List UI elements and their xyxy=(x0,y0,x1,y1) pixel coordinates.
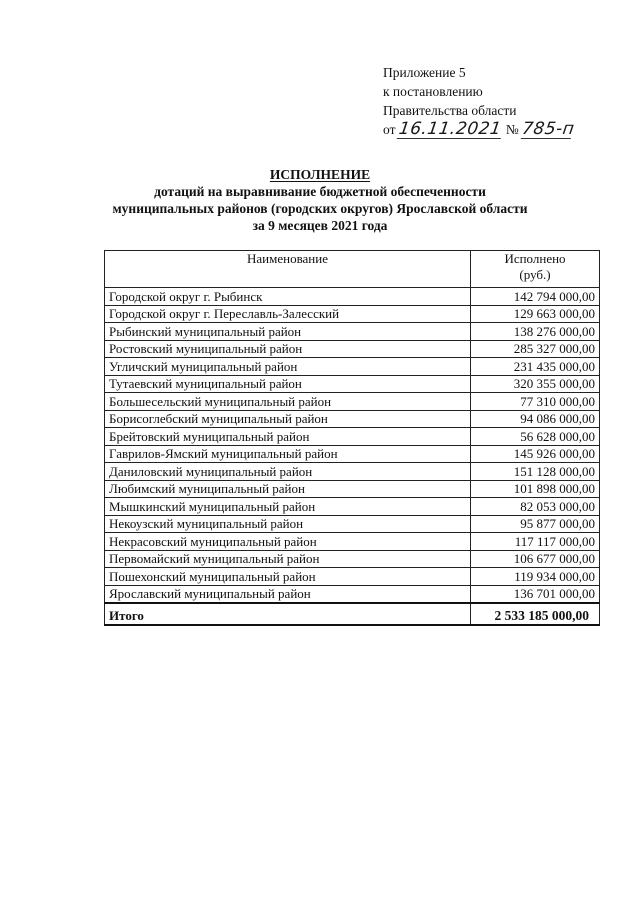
appendix-date-line xyxy=(383,119,576,139)
row-value: 129 663 000,00 xyxy=(471,305,600,323)
document-title xyxy=(90,166,550,234)
title-line-4: за 9 месяцев 2021 года xyxy=(252,218,388,233)
table-row xyxy=(105,375,600,393)
row-value: 136 701 000,00 xyxy=(471,585,600,603)
table-total-row xyxy=(105,603,600,625)
table-row xyxy=(105,568,600,586)
row-name: Ярославский муниципальный район xyxy=(105,585,471,603)
execution-table xyxy=(104,250,600,626)
total-label: Итого xyxy=(105,603,471,625)
handwritten-number: 785-п xyxy=(520,119,576,139)
table-row xyxy=(105,428,600,446)
row-name: Рыбинский муниципальный район xyxy=(105,323,471,341)
row-value: 106 677 000,00 xyxy=(471,550,600,568)
row-name: Гаврилов-Ямский муниципальный район xyxy=(105,445,471,463)
table-row xyxy=(105,410,600,428)
table-row xyxy=(105,445,600,463)
row-value: 320 355 000,00 xyxy=(471,375,600,393)
table-row xyxy=(105,463,600,481)
table-row xyxy=(105,305,600,323)
total-value: 2 533 185 000,00 xyxy=(471,603,600,625)
row-name: Угличский муниципальный район xyxy=(105,358,471,376)
number-label: № xyxy=(505,122,519,137)
appendix-number: Приложение 5 xyxy=(383,65,466,80)
table-row xyxy=(105,358,600,376)
header-value xyxy=(471,251,600,288)
header-name: Наименование xyxy=(105,251,471,288)
table-row xyxy=(105,393,600,411)
table-row xyxy=(105,533,600,551)
row-value: 142 794 000,00 xyxy=(471,288,600,306)
table-row xyxy=(105,288,600,306)
row-value: 119 934 000,00 xyxy=(471,568,600,586)
table-row xyxy=(105,480,600,498)
table-row xyxy=(105,340,600,358)
title-main: ИСПОЛНЕНИЕ xyxy=(269,167,371,182)
row-name: Тутаевский муниципальный район xyxy=(105,375,471,393)
row-value: 138 276 000,00 xyxy=(471,323,600,341)
row-name: Пошехонский муниципальный район xyxy=(105,568,471,586)
handwritten-date: 16.11.2021 xyxy=(398,119,504,139)
from-label: от xyxy=(383,122,396,137)
row-name: Первомайский муниципальный район xyxy=(105,550,471,568)
row-value: 77 310 000,00 xyxy=(471,393,600,411)
appendix-government-label: Правительства области xyxy=(383,103,517,118)
row-value: 151 128 000,00 xyxy=(471,463,600,481)
row-name: Большесельский муниципальный район xyxy=(105,393,471,411)
table-row xyxy=(105,498,600,516)
title-line-3: муниципальных районов (городских округов) Ярославской области xyxy=(112,201,528,216)
title-line-2: дотаций на выравнивание бюджетной обеспеченности xyxy=(154,184,486,199)
appendix-header xyxy=(383,63,576,139)
table-row xyxy=(105,515,600,533)
table-row xyxy=(105,550,600,568)
row-name: Городской округ г. Рыбинск xyxy=(105,288,471,306)
row-value: 56 628 000,00 xyxy=(471,428,600,446)
row-value: 117 117 000,00 xyxy=(471,533,600,551)
row-name: Даниловский муниципальный район xyxy=(105,463,471,481)
table-row xyxy=(105,585,600,603)
table-row xyxy=(105,323,600,341)
row-name: Мышкинский муниципальный район xyxy=(105,498,471,516)
row-value: 82 053 000,00 xyxy=(471,498,600,516)
row-value: 145 926 000,00 xyxy=(471,445,600,463)
table-body xyxy=(105,288,600,604)
appendix-resolution-label: к постановлению xyxy=(383,84,483,99)
header-value-line2: (руб.) xyxy=(519,267,551,282)
row-name: Ростовский муниципальный район xyxy=(105,340,471,358)
row-name: Некоузский муниципальный район xyxy=(105,515,471,533)
table-header-row xyxy=(105,251,600,288)
header-value-line1: Исполнено xyxy=(504,251,566,266)
row-value: 95 877 000,00 xyxy=(471,515,600,533)
row-value: 285 327 000,00 xyxy=(471,340,600,358)
row-name: Городской округ г. Переславль-Залесский xyxy=(105,305,471,323)
row-value: 231 435 000,00 xyxy=(471,358,600,376)
row-name: Любимский муниципальный район xyxy=(105,480,471,498)
row-value: 101 898 000,00 xyxy=(471,480,600,498)
row-name: Брейтовский муниципальный район xyxy=(105,428,471,446)
row-name: Борисоглебский муниципальный район xyxy=(105,410,471,428)
row-value: 94 086 000,00 xyxy=(471,410,600,428)
row-name: Некрасовский муниципальный район xyxy=(105,533,471,551)
